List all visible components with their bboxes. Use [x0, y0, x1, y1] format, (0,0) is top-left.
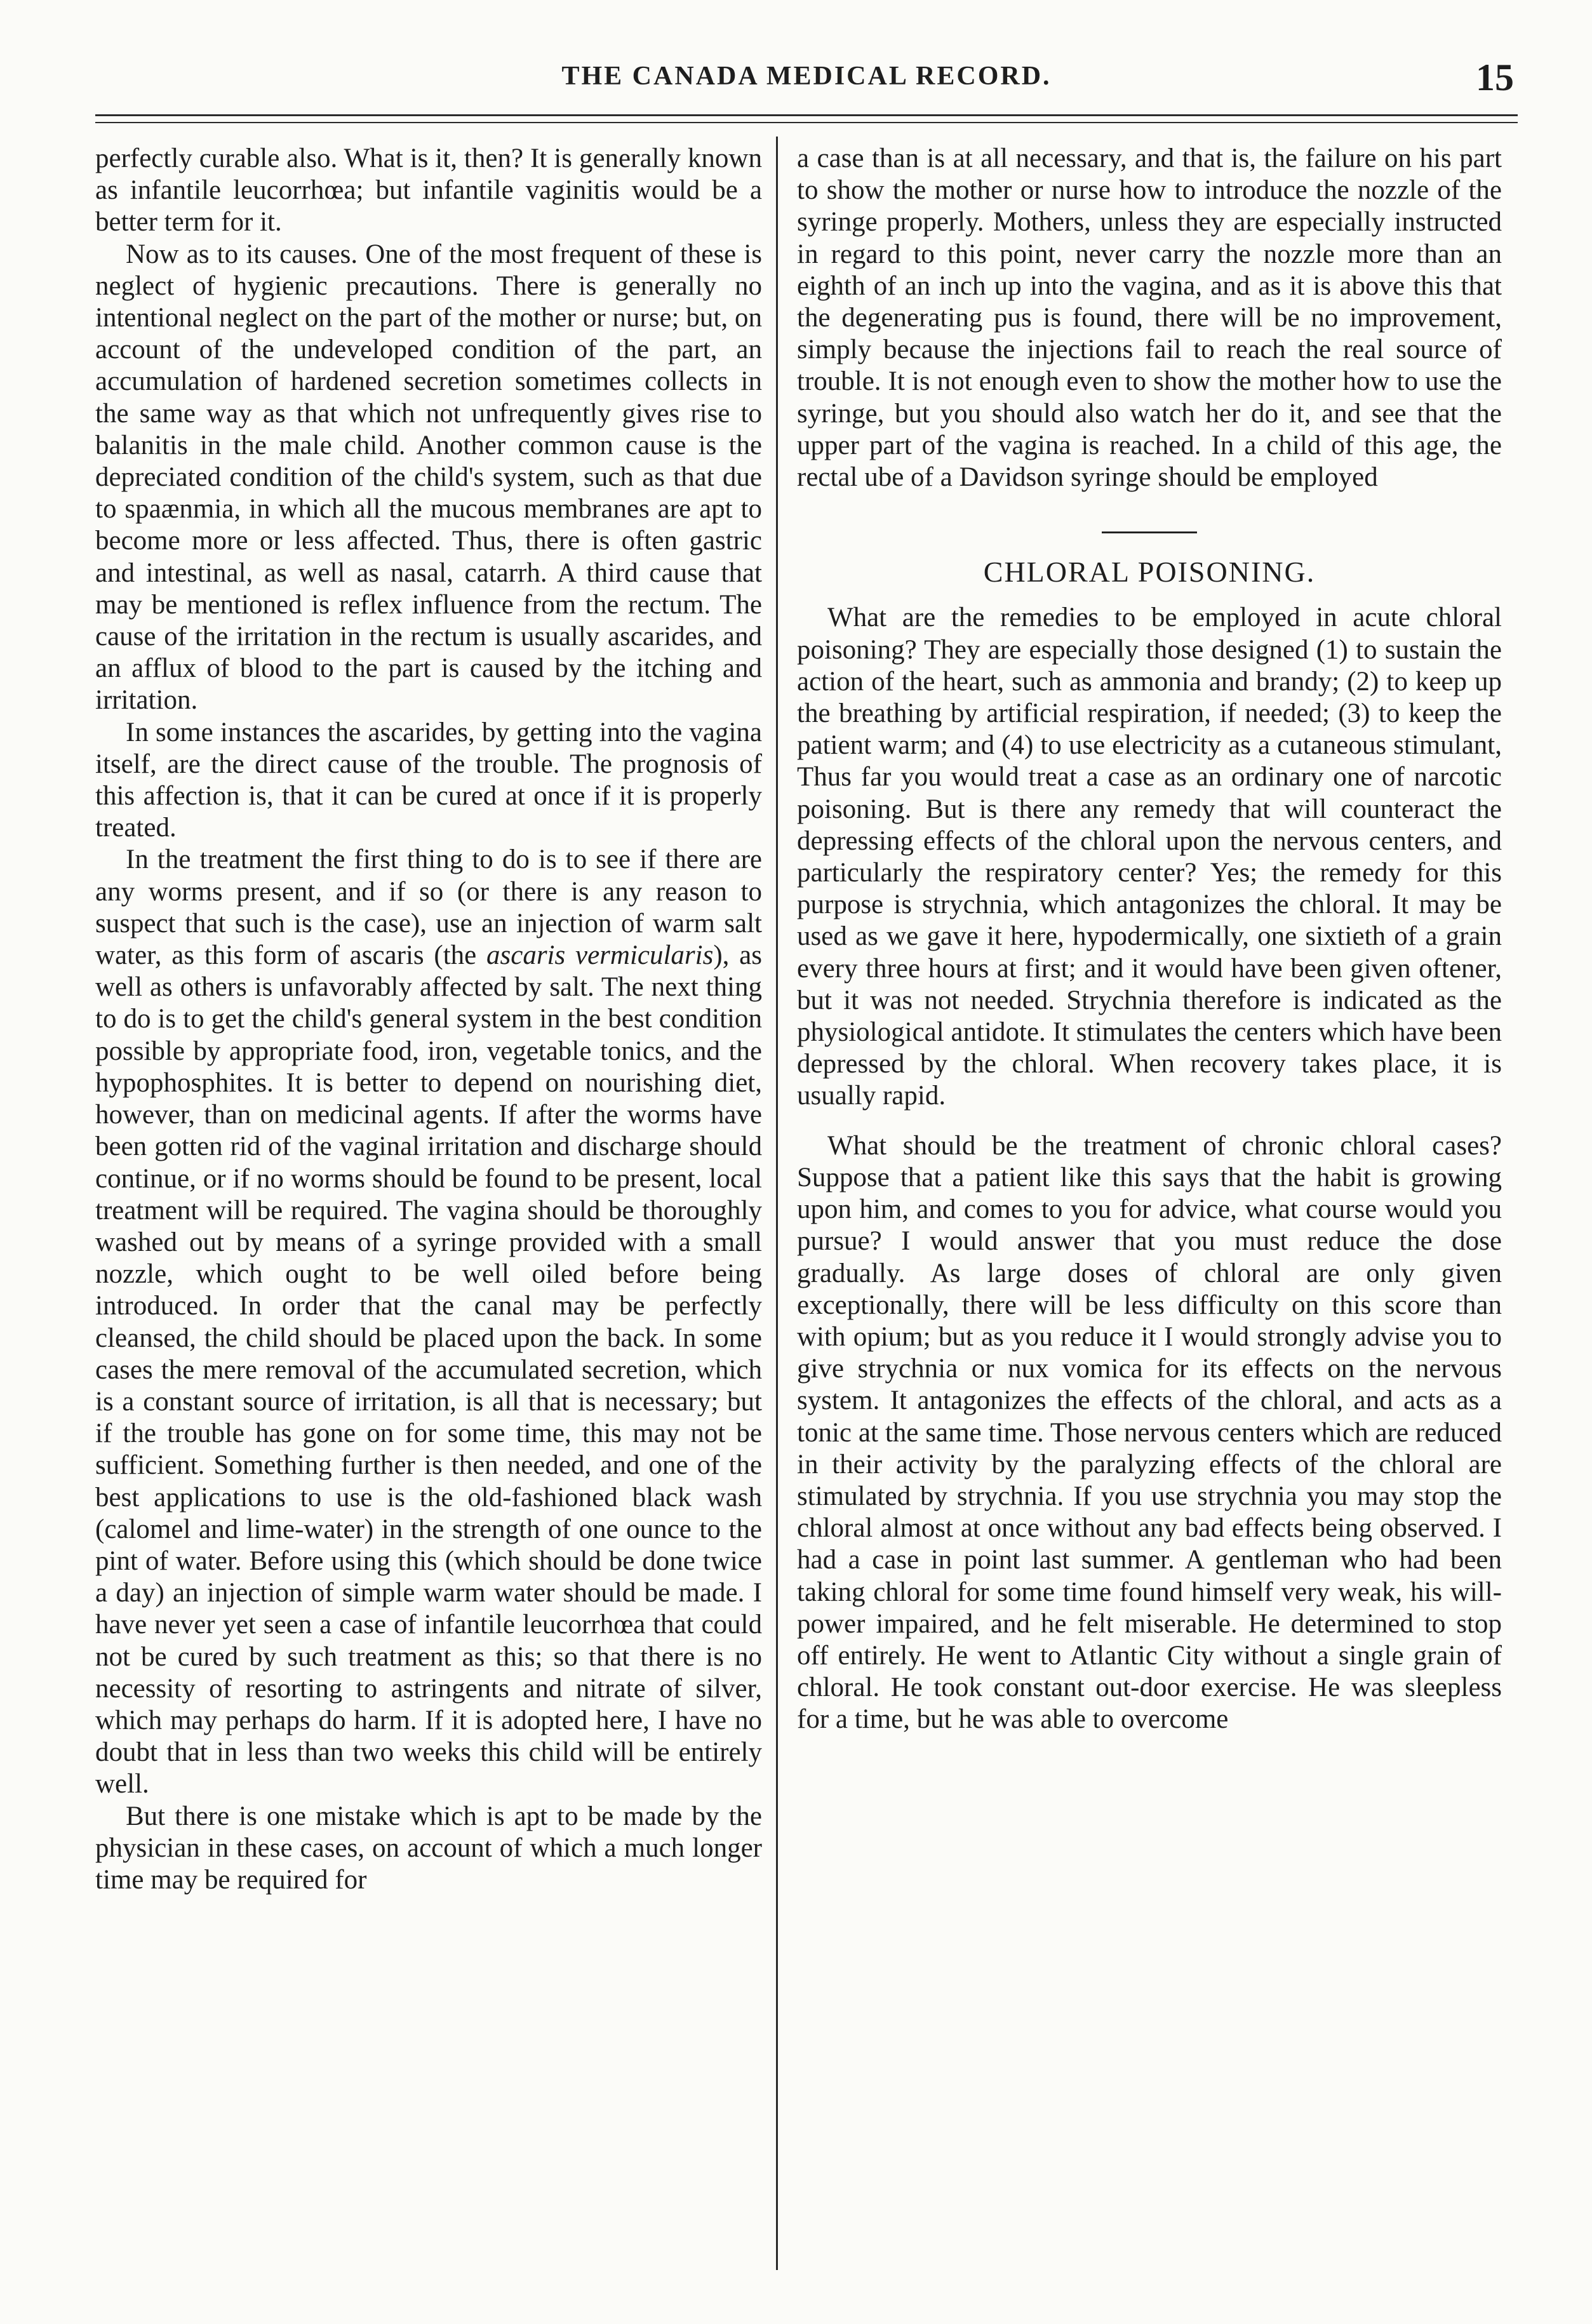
paragraph-continuation: a case than is at all necessary, and that is, the failure on his part to show the mother or nurse how to introduce the nozzle of the syringe properly. Mothers, unless they are especially instructed in regard to this point, never carry the nozzle more than an eighth of an inch up into the vagina, and as it is above this that the degenerating pus is found, there will be no improvement, simply because the injections fail to reach the real source of trouble. It is not enough even to show the mother how to use the syringe, but you should also watch her do it, and see that the upper part of the vagina is reached. In a child of this age, the rectal ube of a Davidson syringe should be employed: [797, 144, 1502, 493]
paragraph: But there is one mistake which is apt to be made by the physician in these cases, on account of which a much longer time may be required for: [95, 1801, 762, 1895]
paragraph: Now as to its causes. One of the most frequent of these is neglect of hygienic precautions. There is generally no intentional neglect on the part of the mother or nurse; but, on account of the undeveloped condition of the part, an accumulation of hardened secretion sometimes collects in the same way as that which not unfrequently gives rise to balanitis in the male child. Another common cause is the depreciated condition of the child's system, such as that due to spaænmia, in which all the mucous membranes are apt to become more or less affected. Thus, there is often gastric and intestinal, as well as nasal, catarrh. A third cause that may be mentioned is reflex influence from the rectum. The cause of the irritation in the rectum is usually ascarides, and an afflux of blood to the part is caused by the itching and irritation.: [95, 239, 762, 716]
paragraph: [95, 844, 762, 1800]
italic-term: ascaris vermicularis: [486, 940, 714, 971]
running-title: THE CANADA MEDICAL RECORD.: [561, 62, 1052, 91]
left-column: [95, 143, 762, 1896]
section-divider: [1102, 531, 1197, 533]
section-title: CHLORAL POISONING.: [983, 556, 1316, 589]
page-number: 15: [1476, 57, 1514, 98]
right-column: [797, 143, 1502, 1736]
header-rule-thick: [95, 114, 1518, 116]
paragraph-text: In the treatment the first thing to do is to see if there are any worms present, and if so (or there is any reason to suspect that such is the case), use an injection of warm salt water, as this form of ascaris (the: [95, 845, 762, 971]
page-header: [95, 56, 1518, 107]
paragraph: perfectly curable also. What is it, then? It is generally known as infantile leucorrhœa; but infantile vaginitis would be a better term for it.: [95, 144, 762, 237]
paragraph: What are the remedies to be employed in acute chloral poisoning? They are especially those designed (1) to sustain the action of the heart, such as ammonia and brandy; (2) to keep up the breathing by artificial respiration, if needed; (3) to keep the patient warm; and (4) to use electricity as a cutaneous stimulant, Thus far you would treat a case as an ordinary one of narcotic poisoning. But is there any remedy that will counteract the depressing effects of the chloral upon the nervous centers, and particularly the respiratory center? Yes; the remedy for this purpose is strychnia, which antagonizes the chloral. It may be used as we gave it here, hypodermically, one sixtieth of a grain every three hours at first; and it would have been given oftener, but it was not needed. Strychnia therefore is indicated as the physiological antidote. It stimulates the centers which have been depressed by the chloral. When recovery takes place, it is usually rapid.: [797, 603, 1502, 1111]
paragraph: What should be the treatment of chronic chloral cases? Suppose that a patient like this says that the habit is growing upon him, and comes to you for advice, what course would you pursue? I would answer that you must reduce the dose gradually. As large doses of chloral are only given exceptionally, there will be less difficulty on this score than with opium; but as you reduce it I would strongly advise you to give strychnia or nux vomica for its effects on the nervous system. It antagonizes the effects of the chloral, and acts as a tonic at the same time. Those nervous centers which are reduced in their activity by the paralyzing effects of the chloral are stimulated by strychnia. If you use strychnia you may stop the chloral almost at once without any bad effects being observed. I had a case in point last summer. A gentleman who had been taking chloral for some time found himself very weak, his will-power impaired, and he felt miserable. He determined to stop off entirely. He went to Atlantic City without a single grain of chloral. He took constant out-door exercise. He was sleepless for a time, but he was able to overcome: [797, 1130, 1502, 1735]
paragraph-text: ), as well as others is unfavorably affected by salt. The next thing to do is to get the child's general system in the best condition possible by appropriate food, iron, vegetable tonics, and the hypophosphites. It is better to depend on nourishing diet, however, than on medicinal agents. If after the worms have been gotten rid of the vaginal irritation and discharge should continue, or if no worms should be found to be present, local treatment will be required. The vagina should be thoroughly washed out by means of a syringe provided with a small nozzle, which ought to be well oiled before being introduced. In order that the canal may be perfectly cleansed, the child should be placed upon the back. In some cases the mere removal of the accumulated secretion, which is a constant source of irritation, is all that is necessary; but if the trouble has gone on for some time, this may not be sufficient. Something further is then needed, and one of the best applications to use is the old-fashioned black wash (calomel and lime-water) in the strength of one ounce to the pint of water. Before using this (which should be done twice a day) an injection of simple warm water should be made. I have never yet seen a case of infantile leucorrhœa that could not be cured by such treatment as this; so that there is no necessity of resorting to astringents and nitrate of silver, which may perhaps do harm. If it is adopted here, I have no doubt that in less than two weeks this child will be entirely well.: [95, 940, 762, 1800]
paragraph: In some instances the ascarides, by getting into the vagina itself, are the direct cause of the trouble. The prognosis of this affection is, that it can be cured at once if it is properly treated.: [95, 717, 762, 843]
header-rule-thin: [95, 122, 1518, 123]
column-divider: [776, 137, 778, 2270]
